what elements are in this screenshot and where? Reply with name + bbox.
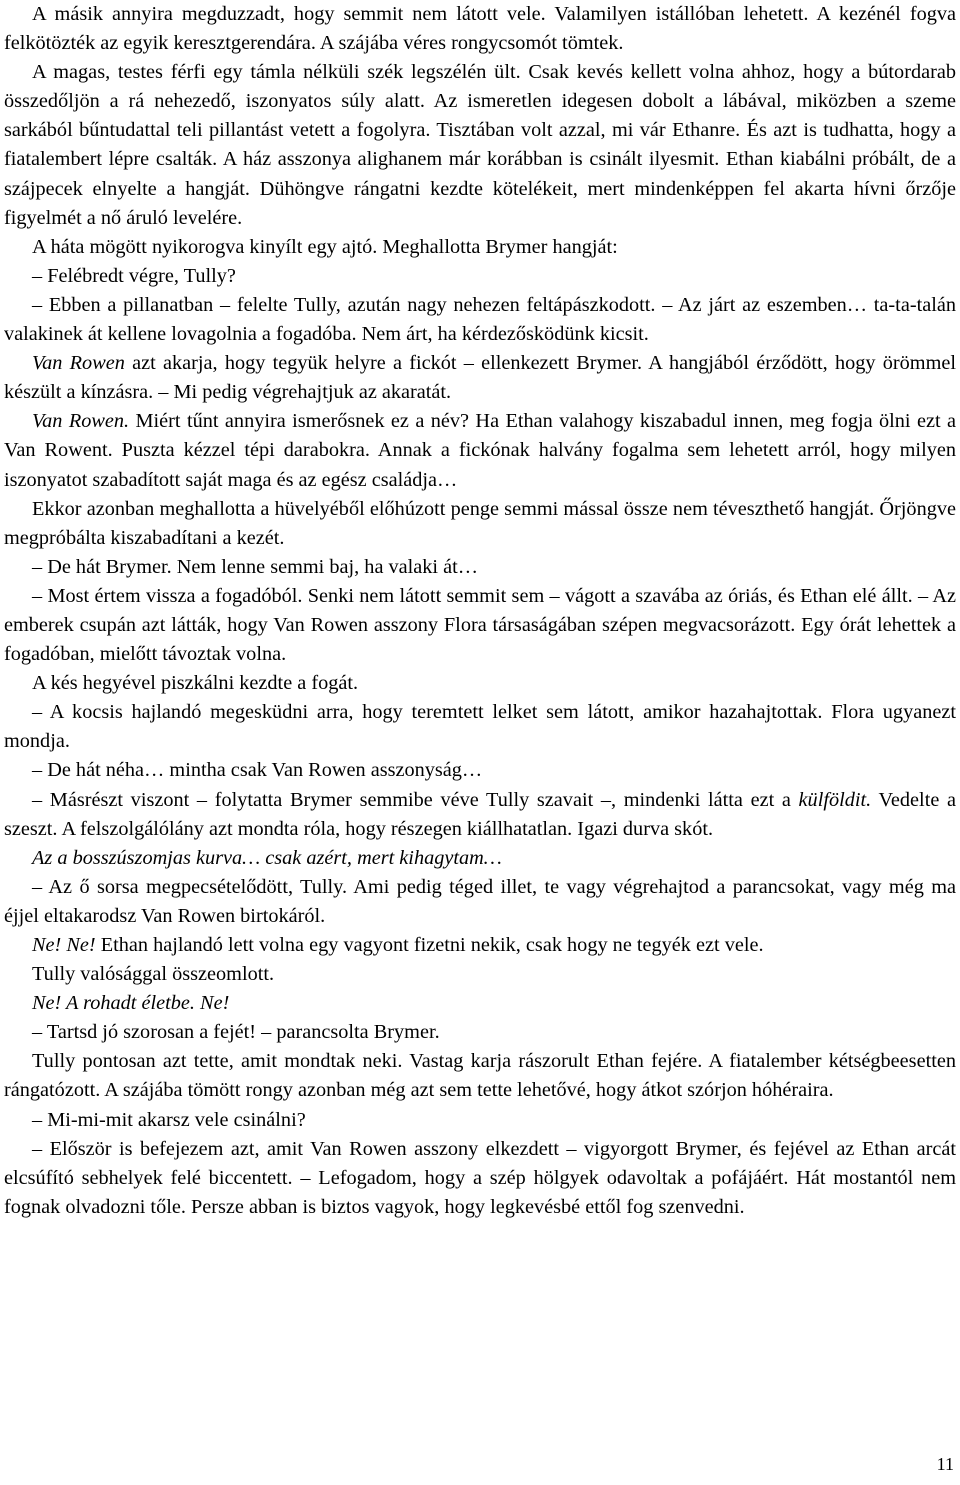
text-run: A magas, testes férfi egy támla nélküli szék legszélén ült. Csak kevés kellett volna ahhoz, hogy a bútordarab összedőljön a rá nehezedő, iszonyatos súly alatt. Az ismeretlen idegesen dobolt a lábával, miközben a szeme sarkából bűntudattal teli pillantást vetett a fogolyra. Tisztában volt azzal, mi vár Ethanre. És azt is tudhatta, hogy a fiatalembert lépre csalták. A ház asszonya alighanem már korábban is csinált ilyesmit. Ethan kiabálni próbált, de a szájpecek elnyelte a hangját. Dühöngve rángatni kezdte kötelékeit, mert mindenképpen fel akarta hívni őrzője figyelmét a nő áruló levelére. bbox=[4, 61, 956, 229]
text-run: – De hát Brymer. Nem lenne semmi baj, ha valaki át… bbox=[32, 555, 479, 578]
text-run: – A kocsis hajlandó megesküdni arra, hogy teremtett lelket sem látott, amikor hazahajtottak. Flora ugyanezt mondja. bbox=[4, 701, 956, 753]
paragraph bbox=[4, 989, 956, 1018]
text-run: Vedelte a szeszt. A felszolgálólány azt mondta róla, hogy részegen kiállhatatlan. Igazi durva skót. bbox=[4, 788, 956, 840]
text-run: Ekkor azonban meghallotta a hüvelyéből előhúzott penge semmi mással össze nem téveszthető hangját. Őrjöngve megpróbálta kiszabadítani a kezét. bbox=[4, 497, 956, 549]
text-run: – Ebben a pillanatban – felelte Tully, azután nagy nehezen feltápászkodott. – Az járt az eszemben… ta-ta-talán valakinek át kellene lovagolnia a fogadóba. Nem árt, ha kérdezősködünk kicsit. bbox=[4, 293, 956, 346]
italic-text: Ne! A rohadt életbe. Ne! bbox=[32, 992, 230, 1015]
italic-text: Ne! Ne! bbox=[32, 934, 96, 956]
text-run: A háta mögött nyikorogva kinyílt egy ajtó. Meghallotta Brymer hangját: bbox=[32, 235, 618, 258]
paragraph bbox=[4, 582, 956, 669]
paragraph bbox=[4, 262, 956, 291]
text-run: – Először is befejezem azt, amit Van Rowen asszony elkezdett – vigyorgott Brymer, és fejével az Ethan arcát elcsúfító sebhelyek felé biccentett. – Lefogadom, hogy a szép hölgyek odavoltak a pofájáért. Hát mostantól nem fognak olvadozni tőle. Persze abban is biztos vagyok, hogy legkevésbé ettől fog szenvedni. bbox=[4, 1137, 956, 1218]
paragraph bbox=[4, 669, 956, 698]
paragraph bbox=[4, 698, 956, 756]
paragraph bbox=[4, 233, 956, 262]
text-run: Ethan hajlandó lett volna egy vagyont fizetni nekik, csak hogy ne tegyék ezt vele. bbox=[95, 934, 764, 956]
paragraph bbox=[4, 873, 956, 931]
italic-text: Az a bosszúszomjas kurva… csak azért, mert kihagytam… bbox=[32, 846, 502, 869]
page-number: 11 bbox=[936, 1454, 954, 1474]
text-run: Tully valósággal összeomlott. bbox=[32, 963, 275, 986]
text-run: A másik annyira megduzzadt, hogy semmit nem látott vele. Valamilyen istállóban lehetett. A kezénél fogva felkötözték az egyik keresztgerendára. A szájába véres rongycsomót tömtek. bbox=[4, 3, 956, 55]
paragraph bbox=[4, 407, 956, 494]
italic-text: Van Rowen. bbox=[32, 410, 130, 433]
text-run: Tully pontosan azt tette, amit mondtak neki. Vastag karja rászorult Ethan fejére. A fiatalember kétségbeesetten rángatózott. A szájába tömött rongy azonban még azt sem tette lehetővé, hogy átkot szórjon hóhéraira. bbox=[4, 1050, 956, 1102]
paragraph bbox=[4, 960, 956, 989]
text-run: – Másrészt viszont – folytatta Brymer semmibe véve Tully szavait –, mindenki látta ezt a bbox=[32, 788, 799, 811]
italic-text: Van Rowen bbox=[32, 352, 125, 375]
text-run: Miért tűnt annyira ismerősnek ez a név? Ha Ethan valahogy kiszabadul innen, meg fogja ölni ezt a Van Rowent. Puszta kézzel tépi darabokra. Annak a fickónak halvány fogalma sem lehetett arról, hogy milyen iszonyatot szabadított saját maga és az egész családja… bbox=[4, 410, 956, 491]
paragraph bbox=[4, 1106, 956, 1135]
document-body bbox=[4, 0, 956, 1222]
paragraph bbox=[4, 756, 956, 785]
text-run: – Az ő sorsa megpecsételődött, Tully. Ami pedig téged illet, te vagy végrehajtod a parancsokat, vagy még ma éjjel eltakarodsz Van Rowen birtokáról. bbox=[4, 875, 956, 927]
text-run: – Mi-mi-mit akarsz vele csinálni? bbox=[32, 1108, 306, 1131]
paragraph bbox=[4, 0, 956, 58]
paragraph bbox=[4, 553, 956, 582]
paragraph bbox=[4, 1135, 956, 1222]
text-run: – Most értem vissza a fogadóból. Senki nem látott semmit sem – vágott a szavába az óriás, és Ethan elé állt. – Az emberek csupán azt látták, hogy Van Rowen asszony Flora társaságában szépen megvacsorázott. Egy órát lehettek a fogadóban, mielőtt távoztak volna. bbox=[4, 584, 956, 666]
paragraph bbox=[4, 844, 956, 873]
paragraph bbox=[4, 931, 956, 960]
paragraph bbox=[4, 291, 956, 349]
paragraph bbox=[4, 58, 956, 233]
text-run: – Felébredt végre, Tully? bbox=[32, 264, 236, 287]
text-run: azt akarja, hogy tegyük helyre a fickót – ellenkezett Brymer. A hangjából érződött, hogy örömmel készült a kínzásra. – Mi pedig végrehajtjuk az akaratát. bbox=[4, 352, 956, 404]
paragraph bbox=[4, 495, 956, 553]
paragraph bbox=[4, 1047, 956, 1105]
text-run: – De hát néha… mintha csak Van Rowen asszonyság… bbox=[32, 759, 483, 782]
paragraph bbox=[4, 349, 956, 407]
text-run: – Tartsd jó szorosan a fejét! – parancsolta Brymer. bbox=[32, 1021, 440, 1044]
paragraph bbox=[4, 1018, 956, 1047]
italic-text: külföldit. bbox=[798, 788, 872, 811]
text-run: A kés hegyével piszkálni kezdte a fogát. bbox=[32, 672, 359, 695]
paragraph bbox=[4, 786, 956, 844]
